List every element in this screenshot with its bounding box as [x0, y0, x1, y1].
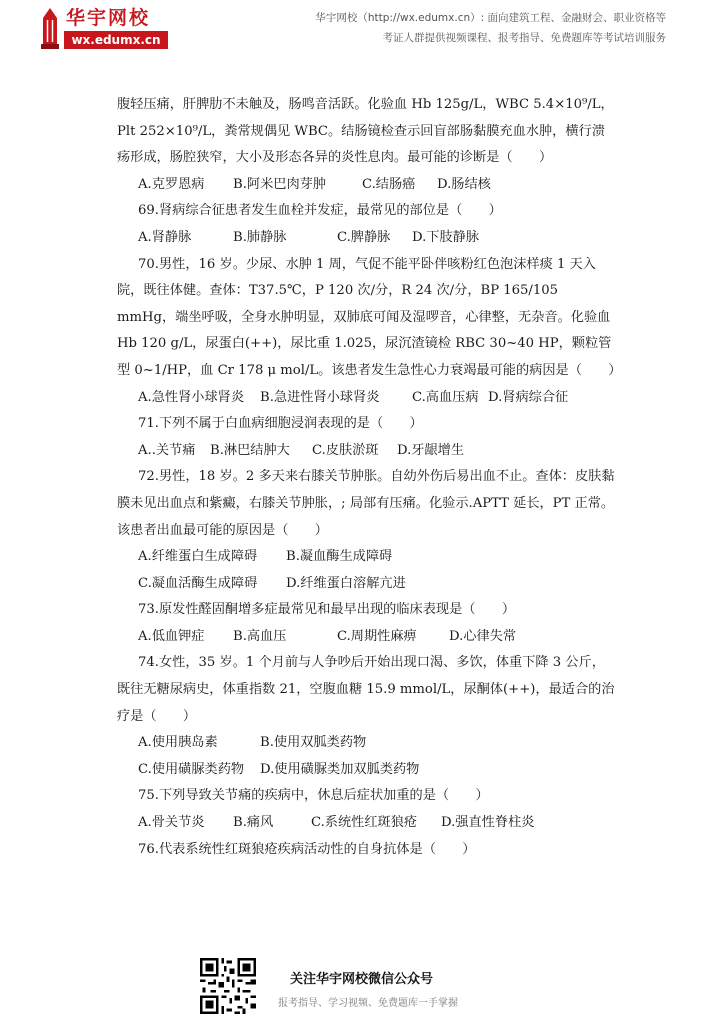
option-d: D.心律失常: [449, 628, 517, 644]
option-a: A..关节痛: [138, 442, 196, 458]
option-b: B.凝血酶生成障碍: [286, 549, 393, 565]
option-a: A.急性肾小球肾炎: [138, 389, 245, 405]
question-71-options: [117, 438, 615, 465]
question-71-stem: 71.下列不属于白血病细胞浸润表现的是（ ）: [138, 416, 423, 432]
option-c: C.结肠癌: [362, 176, 416, 192]
option-b: B.痛风: [233, 815, 274, 831]
question-74-options-row-2: [117, 757, 615, 784]
option-c: C.皮肤淤斑: [312, 442, 379, 458]
question-72-options-row-2: [117, 571, 615, 598]
option-d: D.纤维蛋白溶解亢进: [286, 575, 406, 591]
option-d: D.使用磺脲类加双胍类药物: [260, 761, 420, 777]
option-d: D.强直性脊柱炎: [441, 815, 535, 831]
question-75-stem: 75.下列导致关节痛的疾病中，休息后症状加重的是（ ）: [138, 788, 489, 804]
option-c: C.脾静脉: [337, 229, 391, 245]
option-c: C.周期性麻痹: [337, 628, 417, 644]
qr-code-icon[interactable]: [200, 958, 256, 1014]
option-a: A.低血钾症: [138, 628, 205, 644]
question-70-options: [117, 385, 615, 412]
question-75-options: [117, 810, 615, 837]
question-68-stem: 腹轻压痛，肝脾肋不未触及，肠鸣音活跃。化验血 Hb 125g/L，WBC 5.4×10⁹/L，Plt 252×10⁹/L，粪常规偶见 WBC。结肠镜检查示回盲部肠黏膜充血水肿，横行溃疡形成，肠腔狭窄，大小及形态各异的炎性息肉。最可能的诊断是（ ）: [117, 97, 614, 166]
option-b: B.阿米巴肉芽肿: [233, 176, 327, 192]
question-68-options: [117, 172, 615, 199]
question-content: [117, 92, 622, 863]
brand-logo[interactable]: [38, 6, 168, 50]
option-c: C.凝血活酶生成障碍: [138, 575, 258, 591]
question-70-stem: 70.男性，16 岁。少尿、水肿 1 周，气促不能平卧伴咳粉红色泡沫样痰 1 天入院，既往体健。查体：T37.5℃，P 120 次/分，R 24 次/分，BP 165/105 mmHg，端坐呼吸，全身水肿明显，双肺底可闻及湿啰音，心律整，无杂音。化验血 Hb 120 g/L，尿蛋白(++)，尿比重 1.025，尿沉渣镜检 RBC 30~40 HP，颗粒管型 0~1/HP，血 Cr 178 μ mol/L。该患者发生急性心力衰竭最可能的病因是（ ）: [117, 256, 622, 378]
option-c: C.使用磺脲类药物: [138, 761, 245, 777]
pencil-logo-icon: [38, 8, 62, 50]
question-73-stem: 73.原发性醛固酮增多症最常见和最早出现的临床表现是（ ）: [138, 602, 516, 618]
logo-brand-name: 华宇网校: [66, 7, 151, 29]
footer-title: 关注华宇网校微信公众号: [290, 972, 434, 987]
question-74-stem: 74.女性，35 岁。1 个月前与人争吵后开始出现口渴、多饮，体重下降 3 公斤，既往无糖尿病史，体重指数 21，空腹血糖 15.9 mmol/L，尿酮体(++)，最适合的治疗是（ ）: [117, 655, 615, 724]
option-a: A.骨关节炎: [138, 815, 205, 831]
option-a: A.克罗恩病: [138, 176, 205, 192]
option-a: A.肾静脉: [138, 229, 192, 245]
option-b: B.肺静脉: [233, 229, 287, 245]
header-line-1: 华宇网校（http://wx.edumx.cn）: 面向建筑工程、金融财会、职业资格等: [315, 12, 666, 24]
question-69-stem: 69.肾病综合征患者发生血栓并发症，最常见的部位是（ ）: [138, 203, 502, 219]
question-72-options-row-1: [117, 544, 615, 571]
page-header: [0, 0, 724, 60]
option-d: D.下肢静脉: [412, 229, 480, 245]
option-b: B.高血压: [233, 628, 287, 644]
question-73-options: [117, 624, 615, 651]
logo-site-url: wx.edumx.cn: [64, 31, 168, 49]
question-76-stem: 76.代表系统性红斑狼疮疾病活动性的自身抗体是（ ）: [138, 841, 476, 857]
header-tagline: [226, 8, 666, 48]
footer-subtitle: 报考指导、学习视频、免费题库一手掌握: [278, 998, 458, 1009]
option-a: A.纤维蛋白生成障碍: [138, 549, 258, 565]
header-line-2: 考证人群提供视频课程、报考指导、免费题库等考试培训服务: [382, 32, 666, 44]
option-b: B.淋巴结肿大: [210, 442, 290, 458]
question-72-stem: 72.男性，18 岁。2 多天来右膝关节肿胀。自幼外伤后易出血不止。查体：皮肤黏膜未见出血点和紫癜，右膝关节肿胀，; 局部有压痛。化验示.APTT 延长，PT 正常。该患者出血最可能的原因是（ ）: [117, 469, 615, 538]
option-d: D.肾病综合征: [488, 389, 569, 405]
option-c: C.系统性红斑狼疮: [311, 815, 418, 831]
question-74-options-row-1: [117, 730, 615, 757]
option-a: A.使用胰岛素: [138, 735, 218, 751]
option-d: D.牙龈增生: [397, 442, 465, 458]
option-d: D.肠结核: [437, 176, 491, 192]
option-b: B.使用双胍类药物: [260, 735, 367, 751]
option-b: B.急进性肾小球肾炎: [260, 389, 380, 405]
option-c: C.高血压病: [412, 389, 479, 405]
page-footer: [200, 958, 520, 1014]
question-69-options: [117, 225, 615, 252]
